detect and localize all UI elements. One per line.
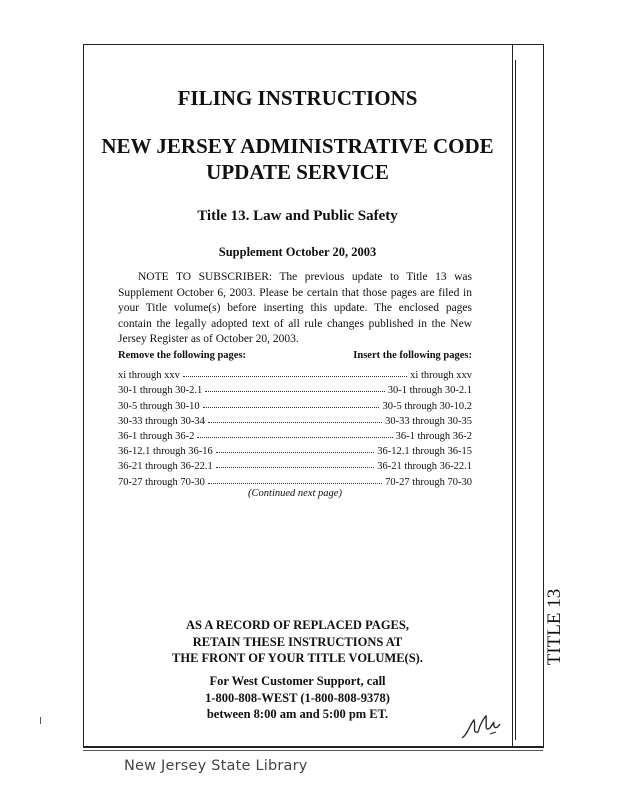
filing-title: FILING INSTRUCTIONS [177, 86, 418, 110]
library-stamp: New Jersey State Library [124, 758, 308, 774]
insert-pages: 30-33 through 30-35 [385, 415, 472, 427]
list-item [118, 381, 472, 396]
code-title [83, 133, 512, 185]
margin-mark [40, 717, 41, 724]
insert-pages: 70-27 through 70-30 [385, 476, 472, 488]
subscriber-note: NOTE TO SUBSCRIBER: The previous update to Title 13 was Supplement October 6, 2003. Please be certain that those pages are filed in your Title volume(s) before inserting this update. The enclosed pages contain the legally adopted text of all rule changes published in the New Jersey Register as of October 20, 2003. [118, 271, 472, 345]
support-line3: between 8:00 am and 5:00 pm ET. [206, 707, 389, 721]
leader-dots [203, 407, 380, 408]
list-item [118, 442, 472, 457]
supplement-line: Supplement October 20, 2003 [218, 245, 377, 259]
leader-dots [216, 467, 374, 468]
list-item [118, 396, 472, 411]
insert-pages: xi through xxv [410, 370, 472, 382]
support-line2: 1-800-808-WEST (1-800-808-9378) [205, 690, 390, 705]
leader-dots [208, 422, 382, 423]
leader-dots [183, 376, 407, 377]
list-item [118, 472, 472, 487]
tab-label: TITLE 13 [544, 588, 565, 666]
bottom-rule-secondary [83, 750, 543, 751]
remove-pages: 30-5 through 30-10 [118, 400, 200, 412]
remove-pages: 36-21 through 36-22.1 [118, 461, 213, 473]
list-item [118, 427, 472, 442]
record-notice [83, 617, 512, 667]
insert-pages: 36-12.1 through 36-15 [377, 446, 472, 458]
remove-pages: 36-1 through 36-2 [118, 430, 195, 442]
code-title-line2: UPDATE SERVICE [206, 160, 389, 184]
handwritten-initials [460, 712, 506, 742]
continued-note: (Continued next page) [248, 488, 342, 499]
insert-pages: 36-1 through 36-2 [395, 430, 472, 442]
remove-pages: 36-12.1 through 36-16 [118, 446, 213, 458]
record-line1: AS A RECORD OF REPLACED PAGES, [186, 618, 409, 632]
list-item [118, 366, 472, 381]
record-line2: RETAIN THESE INSTRUCTIONS AT [192, 634, 403, 649]
support-info [83, 673, 512, 723]
list-item [118, 412, 472, 427]
remove-pages: 30-1 through 30-2.1 [118, 385, 203, 397]
support-line1: For West Customer Support, call [209, 674, 386, 688]
insert-pages: 30-5 through 30-10.2 [382, 400, 472, 412]
leader-dots [197, 437, 392, 438]
leader-dots [216, 452, 374, 453]
columns-header [118, 350, 472, 361]
leader-dots [208, 483, 382, 484]
insert-header: Insert the following pages: [353, 350, 472, 361]
insert-pages: 36-21 through 36-22.1 [377, 461, 472, 473]
remove-pages: 70-27 through 70-30 [118, 476, 205, 488]
leader-dots [205, 391, 384, 392]
record-line3: THE FRONT OF YOUR TITLE VOLUME(S). [172, 651, 423, 665]
list-item [118, 457, 472, 472]
pages-list [118, 366, 472, 488]
insert-pages: 30-1 through 30-2.1 [387, 385, 472, 397]
remove-pages: xi through xxv [118, 370, 180, 382]
title-line: Title 13. Law and Public Safety [197, 208, 398, 224]
tab-divider [515, 60, 516, 740]
remove-pages: 30-33 through 30-34 [118, 415, 205, 427]
bottom-rule [83, 746, 543, 747]
remove-header: Remove the following pages: [118, 350, 247, 361]
code-title-line1: NEW JERSEY ADMINISTRATIVE CODE [101, 134, 494, 158]
